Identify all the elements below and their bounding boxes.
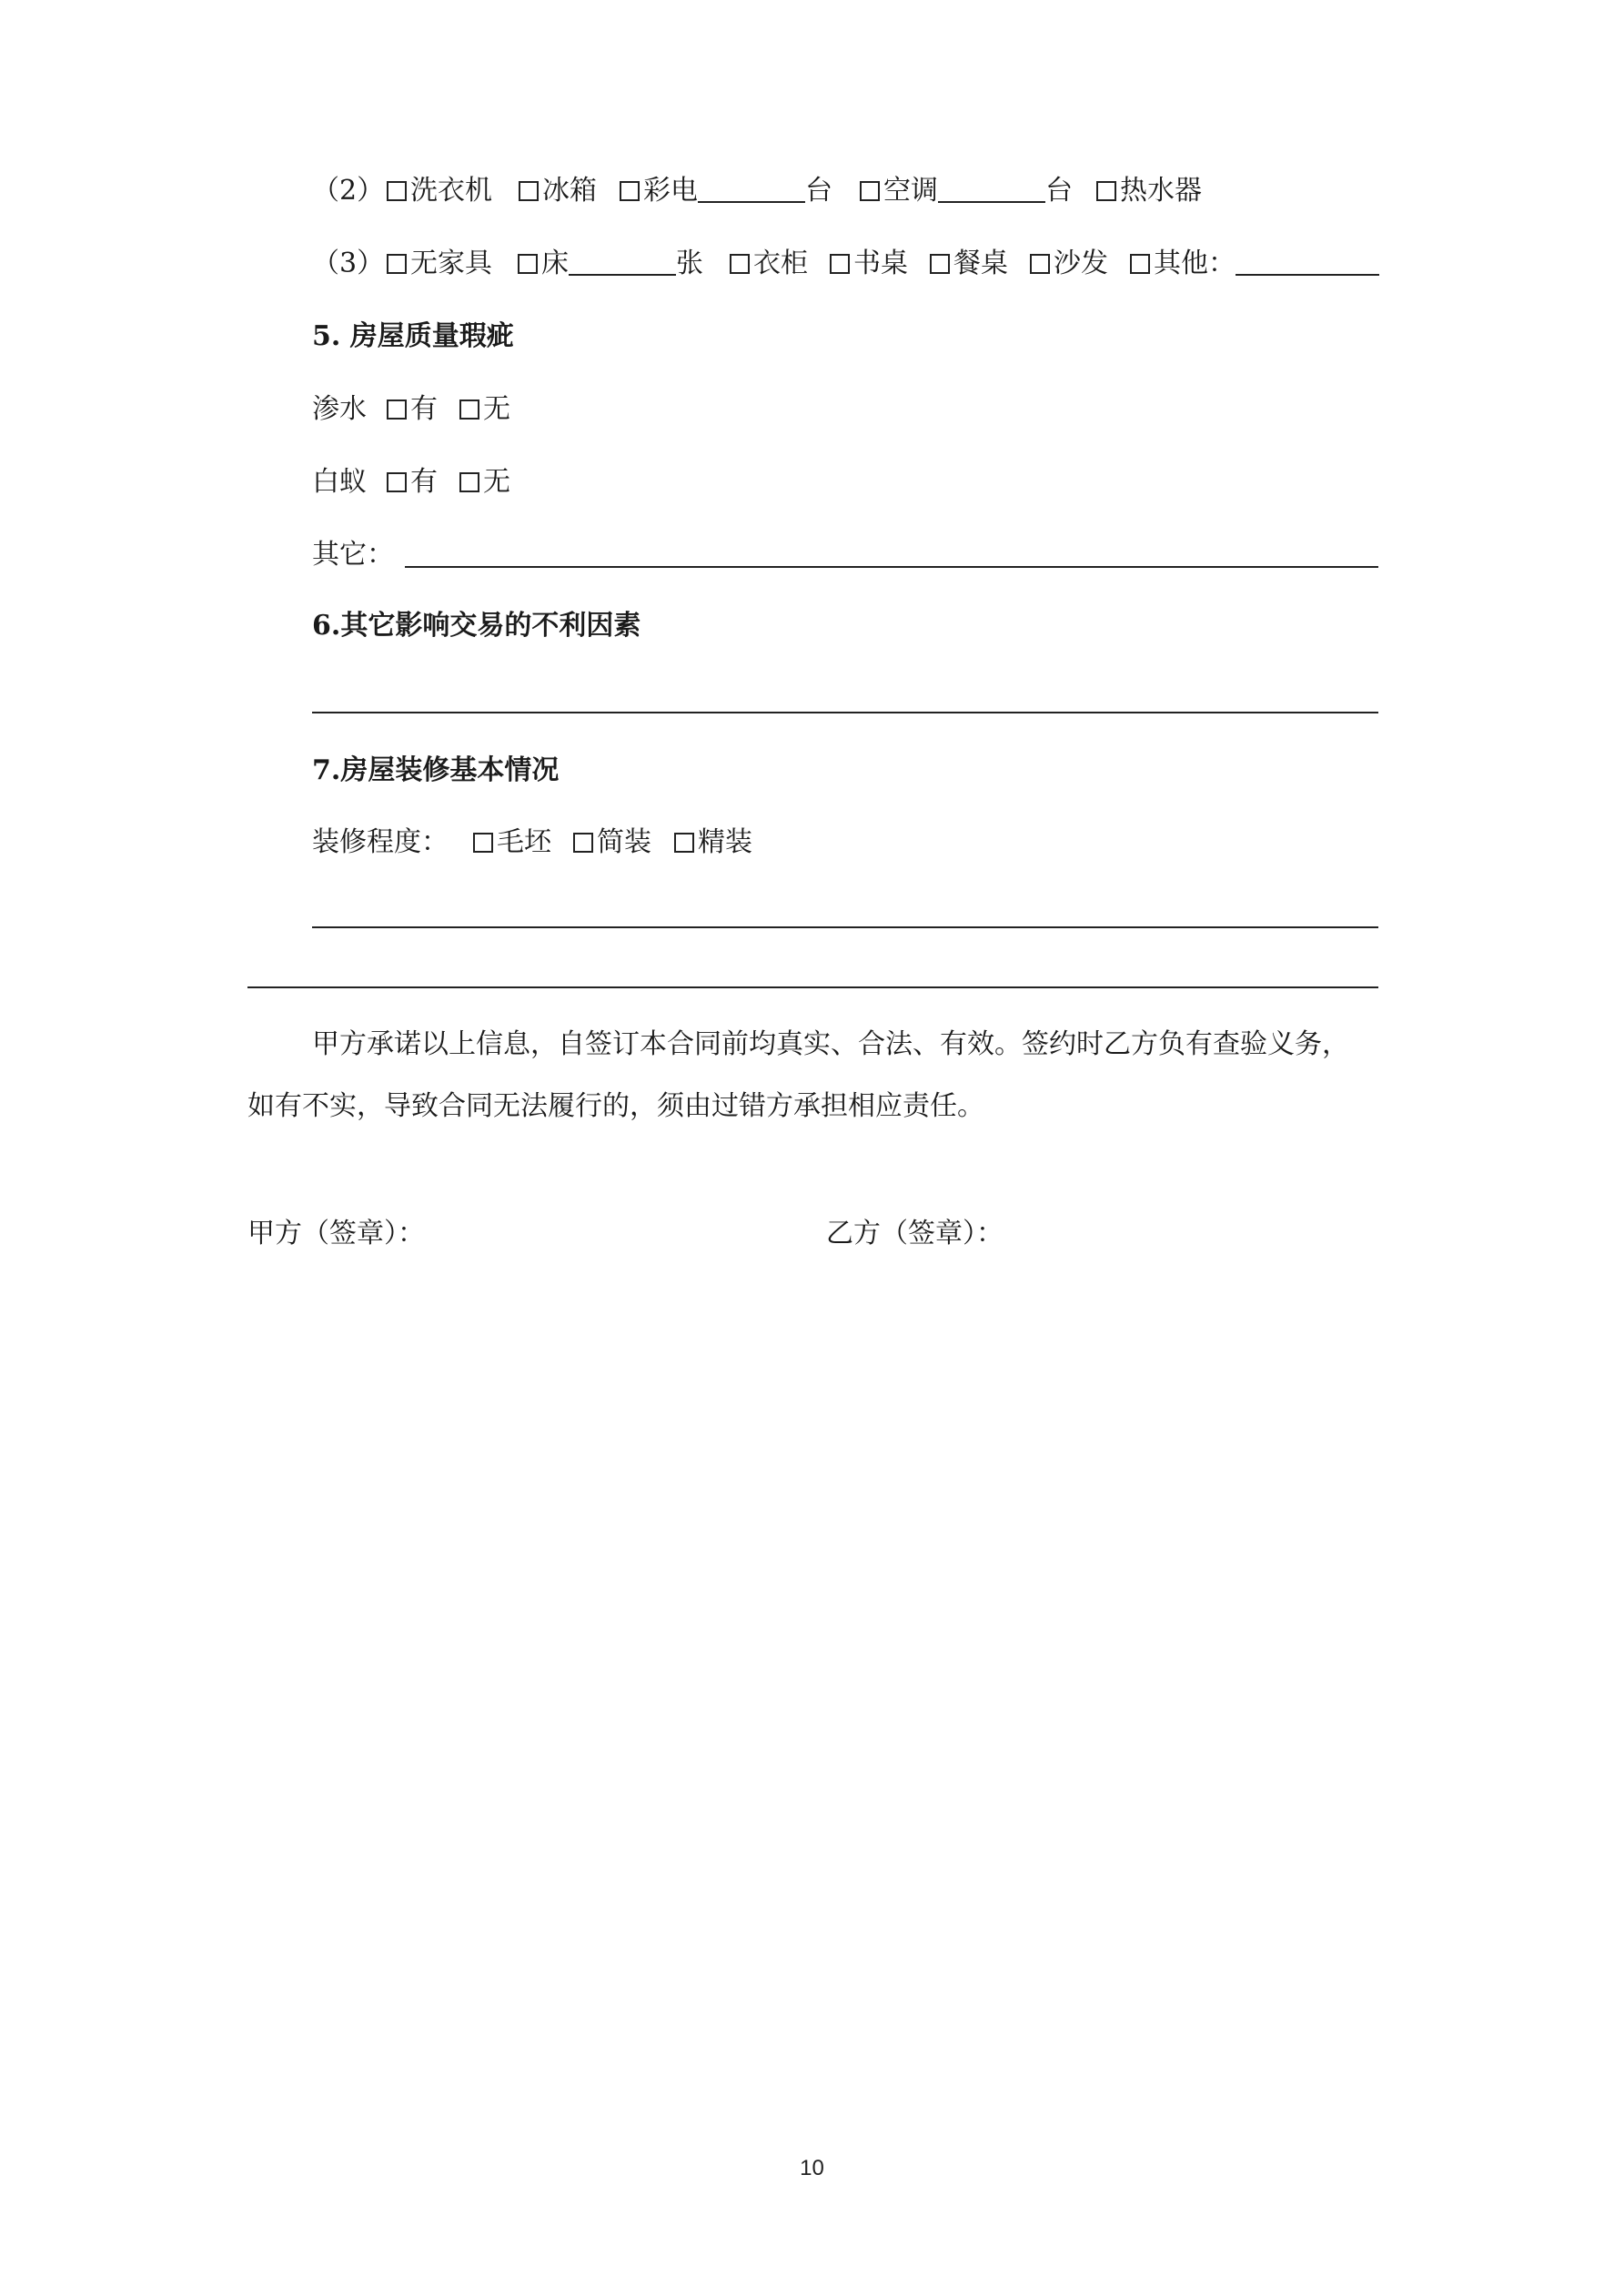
heater-option <box>1096 173 1202 209</box>
tv-quantity-field[interactable] <box>698 174 805 203</box>
bed-option <box>518 246 703 282</box>
rough-option <box>473 824 551 861</box>
leak-yes-label: 有 <box>410 393 438 425</box>
statement-line-1: 甲方承诺以上信息，自签订本合同前均真实、合法、有效。签约时乙方负有查验义务， <box>312 1028 1349 1060</box>
termite-yes-checkbox[interactable] <box>387 472 407 492</box>
termite-label: 白蚁 <box>312 466 367 498</box>
rough-checkbox[interactable] <box>473 833 493 853</box>
ac-option <box>860 173 1073 209</box>
section-divider <box>247 986 1378 988</box>
other-furniture-label: 其他： <box>1154 248 1236 279</box>
heater-checkbox[interactable] <box>1096 181 1116 201</box>
fridge-option <box>519 173 597 209</box>
dining-table-label: 餐桌 <box>953 248 1008 279</box>
desk-label: 书桌 <box>853 248 908 279</box>
decoration-level-label: 装修程度： <box>312 826 449 858</box>
other-furniture-field[interactable] <box>1236 247 1379 276</box>
termite-yes-option <box>387 464 438 501</box>
fine-checkbox[interactable] <box>674 833 694 853</box>
ac-checkbox[interactable] <box>860 181 880 201</box>
other-defects-field[interactable] <box>405 566 1378 568</box>
leak-yes-checkbox[interactable] <box>387 400 407 420</box>
page-number: 10 <box>800 2156 824 2180</box>
washer-label: 洗衣机 <box>410 175 492 207</box>
tv-unit: 台 <box>805 175 832 207</box>
section5-title: 5. 房屋质量瑕疵 <box>312 320 514 352</box>
rough-label: 毛坯 <box>497 826 551 858</box>
fine-option <box>674 824 752 861</box>
tv-label: 彩电 <box>643 175 698 207</box>
washer-checkbox[interactable] <box>387 181 407 201</box>
leak-no-checkbox[interactable] <box>459 400 479 420</box>
tv-checkbox[interactable] <box>620 181 640 201</box>
no-furniture-checkbox[interactable] <box>387 254 407 274</box>
wardrobe-label: 衣柜 <box>753 248 808 279</box>
sofa-option <box>1030 246 1108 282</box>
tv-option <box>620 173 832 209</box>
washer-option <box>387 173 492 209</box>
termite-yes-label: 有 <box>410 466 438 498</box>
statement-line-2: 如有不实，导致合同无法履行的，须由过错方承担相应责任。 <box>247 1090 984 1122</box>
bed-checkbox[interactable] <box>518 254 538 274</box>
furniture-prefix: （3） <box>312 248 385 279</box>
decoration-notes-field[interactable] <box>312 926 1378 928</box>
simple-option <box>573 824 651 861</box>
simple-checkbox[interactable] <box>573 833 593 853</box>
bed-quantity-field[interactable] <box>569 247 676 276</box>
other-furniture-option <box>1130 246 1379 282</box>
ac-quantity-field[interactable] <box>938 174 1045 203</box>
ac-unit: 台 <box>1045 175 1073 207</box>
leak-no-label: 无 <box>483 393 510 425</box>
fridge-checkbox[interactable] <box>519 181 539 201</box>
bed-unit: 张 <box>676 248 703 279</box>
dining-table-option <box>930 246 1008 282</box>
leak-label: 渗水 <box>312 393 367 425</box>
leak-no-option <box>459 391 510 428</box>
section7-title: 7.房屋装修基本情况 <box>312 754 560 786</box>
desk-checkbox[interactable] <box>830 254 850 274</box>
no-furniture-option <box>387 246 492 282</box>
fine-label: 精装 <box>698 826 752 858</box>
party-b-signature-label: 乙方（签章）： <box>826 1218 1004 1249</box>
heater-label: 热水器 <box>1120 175 1202 207</box>
ac-label: 空调 <box>883 175 938 207</box>
sofa-checkbox[interactable] <box>1030 254 1050 274</box>
adverse-factors-field[interactable] <box>312 712 1378 713</box>
termite-no-checkbox[interactable] <box>459 472 479 492</box>
other-defects-label: 其它： <box>312 539 394 571</box>
wardrobe-option <box>730 246 808 282</box>
bed-label: 床 <box>541 248 569 279</box>
leak-yes-option <box>387 391 438 428</box>
desk-option <box>830 246 908 282</box>
section6-title: 6.其它影响交易的不利因素 <box>312 610 641 642</box>
dining-table-checkbox[interactable] <box>930 254 950 274</box>
fridge-label: 冰箱 <box>542 175 597 207</box>
sofa-label: 沙发 <box>1054 248 1108 279</box>
party-a-signature-label: 甲方（签章）： <box>247 1218 425 1249</box>
other-furniture-checkbox[interactable] <box>1130 254 1150 274</box>
termite-no-option <box>459 464 510 501</box>
simple-label: 简装 <box>597 826 651 858</box>
termite-no-label: 无 <box>483 466 510 498</box>
wardrobe-checkbox[interactable] <box>730 254 750 274</box>
no-furniture-label: 无家具 <box>410 248 492 279</box>
appliances-prefix: （2） <box>312 175 385 207</box>
